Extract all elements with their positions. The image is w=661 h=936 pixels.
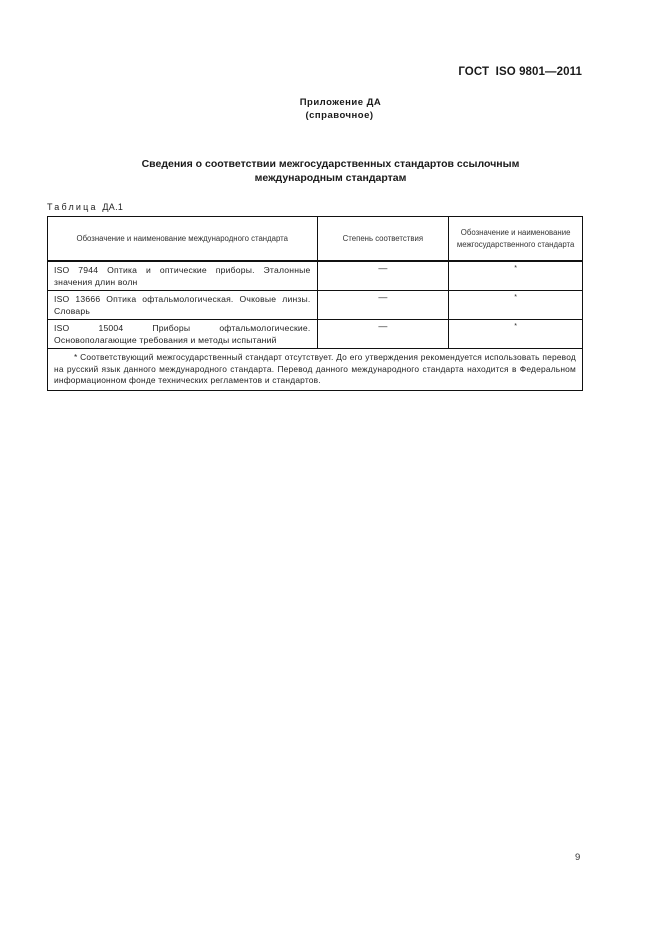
table-footnote-cell [48, 349, 583, 391]
column-header-international-standard: Обозначение и наименование международного стандарта [48, 217, 318, 262]
international-standard-cell: ISO 15004 Приборы офтальмологические. Основополагающие требования и методы испытаний [48, 320, 318, 349]
standards-correspondence-table [47, 216, 583, 391]
section-title [0, 157, 661, 185]
table-row [48, 291, 583, 320]
column-header-interstate-standard: Обозначение и наименование межгосударственного стандарта [449, 217, 583, 262]
annex-status: (справочное) [305, 110, 374, 121]
table-footnote: * Соответствующий межгосударственный стандарт отсутствует. До его утверждения рекомендуется использовать перевод на русский язык данного международного стандарта. Перевод данного международного стандарта находится в Федеральном информационном фонде технических регламентов и стандартов. [54, 352, 576, 385]
table-header-row [48, 217, 583, 262]
table-caption-number: ДА.1 [102, 202, 124, 212]
annex-title: Приложение ДА [299, 97, 382, 108]
table-caption [47, 202, 123, 212]
international-standard-cell: ISO 13666 Оптика офтальмологическая. Очковые линзы. Словарь [48, 291, 318, 320]
annex-heading [0, 96, 661, 122]
section-title-line-2: международным стандартам [254, 172, 407, 184]
interstate-standard-cell: * [449, 291, 583, 320]
table-footnote-row [48, 349, 583, 391]
interstate-standard-cell: * [449, 320, 583, 349]
document-code: ГОСТ ISO 9801—2011 [458, 66, 582, 78]
degree-cell: — [317, 261, 449, 291]
column-header-degree: Степень соответствия [317, 217, 449, 262]
international-standard-cell: ISO 7944 Оптика и оптические приборы. Эталонные значения длин волн [48, 261, 318, 291]
table-caption-prefix: Таблица [47, 202, 98, 212]
section-title-line-1: Сведения о соответствии межгосударственных стандартов ссылочным [141, 158, 520, 170]
interstate-standard-cell: * [449, 261, 583, 291]
table-row [48, 320, 583, 349]
page-number: 9 [575, 852, 581, 863]
table-row [48, 261, 583, 291]
degree-cell: — [317, 320, 449, 349]
degree-cell: — [317, 291, 449, 320]
